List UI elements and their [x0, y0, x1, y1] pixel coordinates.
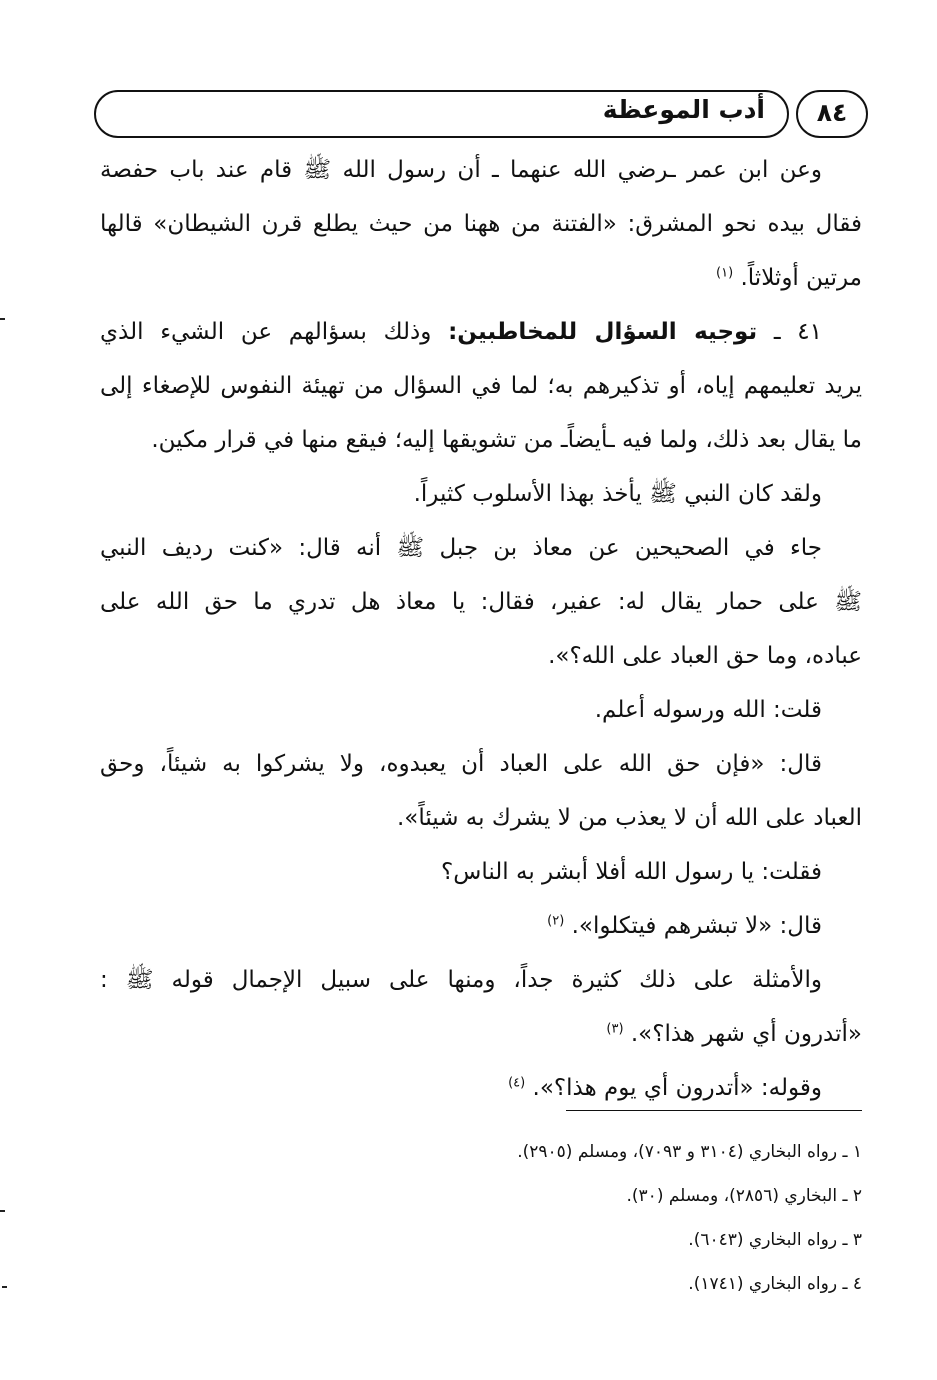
footnote-2: ٢ ـ البخاري (٢٨٥٦)، ومسلم (٣٠).	[626, 1186, 862, 1206]
footnote-4: ٤ ـ رواه البخاري (١٧٤١).	[688, 1274, 862, 1294]
p9-line-1: والأمثلة على ذلك كثيرة جداً، ومنها على سبيل الإجمال قوله ﷺ :	[100, 967, 822, 993]
p4-line-2: ﷺ على حمار يقال له: عفير، فقال: يا معاذ هل تدري ما حق الله على	[100, 589, 862, 615]
p4-line-1: جاء في الصحيحين عن معاذ بن جبل ﷺ أنه قال: «كنت رديف النبي	[100, 535, 822, 561]
footnote-3: ٣ ـ رواه البخاري (٦٠٤٣).	[688, 1230, 862, 1250]
p2-number: ٤١ ـ	[773, 319, 823, 345]
page-number-frame	[796, 90, 868, 138]
running-header-frame	[94, 90, 789, 138]
p1-line-2: فقال بيده نحو المشرق: «الفتنة من ههنا من حيث يطلع قرن الشيطان» قالها	[100, 211, 862, 237]
footnote-ref-3[interactable]: (٣)	[606, 1021, 624, 1037]
p8-text: قال: «لا تبشرهم فيتكلوا».	[571, 913, 822, 939]
p10-line	[100, 1061, 862, 1115]
footnote-ref-4[interactable]: (٤)	[508, 1075, 526, 1091]
scan-speck	[0, 318, 5, 320]
p1-line-3	[100, 251, 862, 305]
p8-line	[100, 899, 862, 953]
p2-heading: توجيه السؤال للمخاطبين:	[448, 319, 758, 345]
footnote-separator	[566, 1110, 862, 1111]
p9-line-2-text: «أتدرون أي شهر هذا؟».	[630, 1021, 862, 1047]
p2-line-1	[100, 305, 862, 359]
footnote-ref-1[interactable]: (١)	[716, 265, 734, 281]
p1-line-3-text: مرتين أوثلاثاً.	[740, 265, 862, 291]
p6-line-2: العباد على الله أن لا يعذب من لا يشرك به شيئاً».	[396, 805, 862, 831]
p3-line: ولقد كان النبي ﷺ يأخذ بهذا الأسلوب كثيراً.	[413, 481, 822, 507]
footnote-1: ١ ـ رواه البخاري (٣١٠٤ و ٧٠٩٣)، ومسلم (٢٩٠٥).	[517, 1142, 862, 1162]
p10-text: وقوله: «أتدرون أي يوم هذا؟».	[532, 1075, 822, 1101]
running-header-title: أدب الموعظة	[602, 95, 765, 124]
p2-line-2: يريد تعليمهم إياه، أو تذكيرهم به؛ لما في السؤال من تهيئة النفوس للإصغاء إلى	[100, 373, 862, 399]
footnotes	[300, 1130, 862, 1306]
p4-line-3: عباده، وما حق العباد على الله؟».	[548, 643, 862, 669]
page-number: ٨٤	[816, 98, 848, 127]
p2-line-1-rest: وذلك بسؤالهم عن الشيء الذي	[100, 319, 432, 345]
p6-line-1: قال: «فإن حق الله على العباد أن يعبدوه، ولا يشركوا به شيئاً، وحق	[100, 751, 822, 777]
p5-line: قلت: الله ورسوله أعلم.	[594, 697, 822, 723]
p9-line-2	[100, 1007, 862, 1061]
p1-line-1: وعن ابن عمر ـرضي الله عنهما ـ أن رسول الله ﷺ قام عند باب حفصة	[100, 157, 822, 183]
scan-speck	[2, 1286, 7, 1288]
main-text	[100, 143, 862, 1115]
p7-line: فقلت: يا رسول الله أفلا أبشر به الناس؟	[441, 859, 822, 885]
scan-speck	[0, 1210, 5, 1212]
footnote-ref-2[interactable]: (٢)	[547, 913, 565, 929]
p2-line-3: ما يقال بعد ذلك، ولما فيه ـأيضاًـ من تشويقها إليه؛ فيقع منها في قرار مكين.	[151, 427, 862, 453]
